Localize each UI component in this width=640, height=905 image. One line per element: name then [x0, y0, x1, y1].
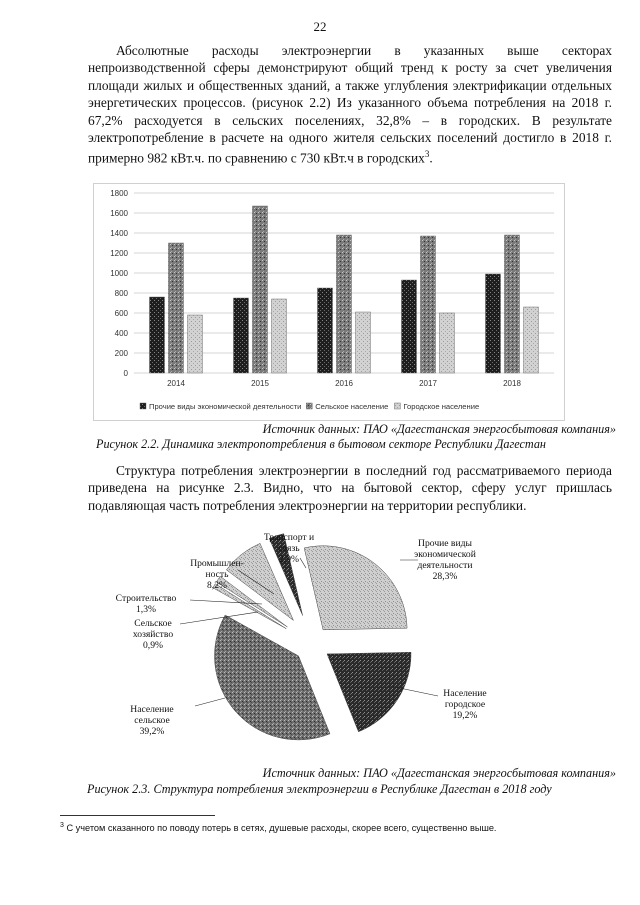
bar-2016-series-2 — [337, 235, 352, 373]
y-tick-label: 1800 — [110, 189, 128, 198]
figure-2-2-source: Источник данных: ПАО «Дагестанская энергосбытовая компания» — [262, 422, 616, 436]
figure-2-3-caption: Рисунок 2.3. Структура потребления электроэнергии в Республике Дагестан в 2018 году — [87, 782, 552, 796]
y-tick-label: 1600 — [110, 209, 128, 218]
bar-2014-series-2 — [169, 243, 184, 373]
bar-2017-series-1 — [402, 280, 417, 373]
pie-category-label: Транспорт и — [263, 532, 315, 543]
bar-2016-series-1 — [318, 288, 333, 373]
bar-2015-series-3 — [272, 299, 287, 373]
bar-2017-series-3 — [440, 313, 455, 373]
legend-swatch — [306, 403, 312, 409]
bar-2014-series-1 — [150, 297, 165, 373]
bar-chart — [94, 184, 564, 420]
legend-label: Прочие виды экономической деятельности — [149, 402, 302, 411]
y-tick-label: 200 — [114, 349, 128, 358]
pie-chart — [100, 528, 560, 764]
bar-2015-series-2 — [253, 206, 268, 373]
paragraph-structure: Структура потребления электроэнергии в последний год рассматриваемого периода приведена на рисунке 2.3. Видно, что на бытовой сектор, сферу услуг пришлась подавляющая часть потребления электроэнергии на территории республики. — [88, 463, 612, 513]
pie-category-label: Сельское — [134, 618, 172, 629]
leader-line — [300, 558, 306, 568]
pie-category-label: ность — [205, 569, 229, 580]
pie-category-label: хозяйство — [132, 629, 174, 640]
pie-category-label: Население — [443, 688, 487, 699]
x-tick-label: 2016 — [335, 379, 353, 388]
bar-2016-series-3 — [356, 312, 371, 373]
x-tick-label: 2018 — [503, 379, 521, 388]
x-tick-label: 2017 — [419, 379, 437, 388]
leader-line — [180, 612, 258, 624]
footnote-divider — [60, 815, 215, 816]
pie-value-label: 1,3% — [136, 604, 156, 615]
bar-2018-series-1 — [486, 274, 501, 373]
pie-value-label: 2,9% — [279, 554, 299, 565]
y-tick-label: 1200 — [110, 249, 128, 258]
bar-2014-series-3 — [188, 315, 203, 373]
pie-slice-3 — [215, 615, 330, 740]
pie-category-label: Прочие виды — [418, 538, 472, 549]
legend-swatch — [394, 403, 400, 409]
figure-2-2-chart — [93, 183, 565, 421]
bar-2017-series-2 — [421, 236, 436, 373]
pie-value-label: 19,2% — [452, 710, 478, 721]
legend-label: Сельское население — [315, 402, 389, 411]
pie-value-label: 39,2% — [139, 726, 165, 737]
figure-2-2-caption: Рисунок 2.2. Динамика электропотребления в бытовом секторе Республики Дагестан — [96, 437, 546, 451]
footnote — [60, 822, 620, 833]
y-tick-label: 0 — [123, 369, 128, 378]
pie-category-label: деятельности — [417, 560, 473, 571]
pie-category-label: Строительство — [115, 593, 177, 604]
bar-2015-series-1 — [234, 298, 249, 373]
bar-2018-series-3 — [524, 307, 539, 373]
bar-2018-series-2 — [505, 235, 520, 373]
pie-value-label: 8,2% — [207, 580, 227, 591]
footnote-ref[interactable]: 3 — [424, 149, 430, 160]
pie-category-label: экономической — [414, 549, 476, 560]
leader-line — [195, 698, 225, 706]
legend-swatch — [140, 403, 146, 409]
pie-category-label: Промышлен- — [190, 558, 244, 569]
pie-category-label: связь — [278, 543, 300, 554]
paragraph-energy-trend-text: Абсолютные расходы электроэнергии в указанных выше секторах непроизводственной сферы демонстрируют общий тренд к росту за счет увеличения площади жилых и общественных зданий, а также углубления электрификации отдельных энергетических процессов. (рисунок 2.2) Из указанного объема потребления на 2018 г. 67,2% расходуется в сельских поселениях, 32,8% – в городских. В результате электропотребление в расчете на одного жителя сельских поселений достигло в 2018 г. примерно 982 кВт.ч. по сравнению с 730 кВт.ч в городских — [88, 43, 612, 166]
legend-label: Городское население — [403, 402, 480, 411]
pie-category-label: сельское — [134, 715, 170, 726]
footnote-marker: 3 — [60, 822, 64, 829]
y-tick-label: 1400 — [110, 229, 128, 238]
x-tick-label: 2014 — [167, 379, 185, 388]
y-tick-label: 1000 — [110, 269, 128, 278]
y-tick-label: 800 — [114, 289, 128, 298]
pie-value-label: 0,9% — [143, 640, 163, 651]
figure-2-3-source: Источник данных: ПАО «Дагестанская энергосбытовая компания» — [262, 766, 616, 780]
y-tick-label: 400 — [114, 329, 128, 338]
footnote-text: С учетом сказанного по поводу потерь в сетях, душевые расходы, скорее всего, существенно выше. — [63, 823, 497, 834]
pie-category-label: Население — [130, 704, 174, 715]
paragraph-energy-trend — [88, 42, 612, 167]
page-number: 22 — [313, 19, 327, 34]
pie-category-label: городское — [444, 699, 486, 710]
pie-value-label: 28,3% — [432, 571, 458, 582]
x-tick-label: 2015 — [251, 379, 269, 388]
pie-slice-1 — [304, 546, 407, 630]
y-tick-label: 600 — [114, 309, 128, 318]
paragraph-end: . — [429, 150, 433, 166]
pie-slice-2 — [327, 652, 411, 732]
